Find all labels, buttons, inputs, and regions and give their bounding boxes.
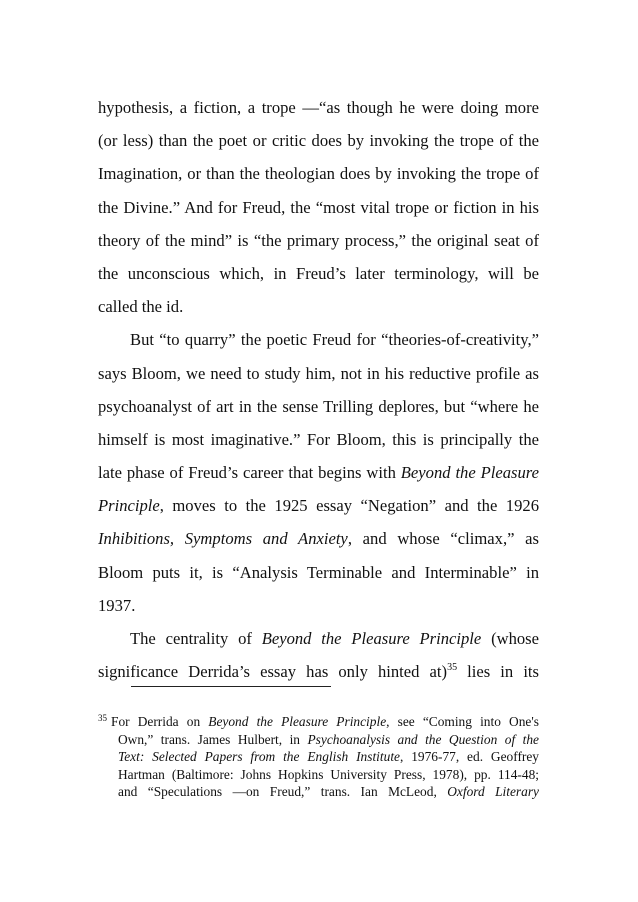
text-line: Imagination, or than the theologian does by invoking the trope of bbox=[98, 164, 539, 184]
text-line: But “to quarry” the poetic Freud for “theories-of-creativity,” bbox=[130, 330, 539, 350]
body-text bbox=[98, 91, 539, 688]
text-span: late phase of Freud’s career that begins with bbox=[98, 463, 401, 483]
text-line: psychoanalyst of art in the sense Trilling deplores, but “where he bbox=[98, 396, 539, 416]
italic-title: Beyond the Pleasure Principle bbox=[208, 714, 387, 729]
text-line: (or less) than the poet or critic does by invoking the trope of the bbox=[98, 131, 539, 151]
text-line: theory of the mind” is “the primary process,” the original seat of bbox=[98, 230, 539, 250]
text-span: , moves to the 1925 essay “Negation” and the 1926 bbox=[159, 496, 539, 516]
text-line: the unconscious which, in Freud’s later terminology, will be bbox=[98, 263, 539, 283]
italic-title: Psychoanalysis and the Question of the bbox=[307, 731, 539, 747]
text-span: and “Speculations —on Freud,” trans. Ian McLeod, bbox=[118, 784, 448, 800]
italic-title: Beyond the Pleasure bbox=[400, 463, 539, 483]
text-span: , see “Coming into One's bbox=[386, 714, 539, 729]
text-span: , 1976-77, ed. Geoffrey bbox=[400, 749, 539, 765]
text-line: 1937. bbox=[98, 595, 136, 615]
italic-title: Inhibitions, Symptoms and Anxiety bbox=[98, 529, 348, 549]
italic-title: Principle bbox=[98, 496, 160, 516]
italic-title: Beyond the Pleasure Principle bbox=[261, 629, 482, 648]
text-line: Bloom puts it, is “Analysis Terminable and Interminable” in bbox=[98, 562, 539, 582]
italic-title: Oxford Literary bbox=[447, 784, 539, 800]
text-line bbox=[98, 655, 539, 688]
text-span: lies in its bbox=[457, 662, 539, 682]
footnote-line bbox=[98, 748, 539, 766]
text-span: The centrality of bbox=[130, 629, 262, 648]
text-line bbox=[98, 489, 539, 522]
text-line: says Bloom, we need to study him, not in his reductive profile as bbox=[98, 363, 539, 383]
italic-title: Text: Selected Papers from the English Institute bbox=[118, 749, 400, 765]
footnote-line bbox=[98, 713, 539, 731]
text-line: hypothesis, a fiction, a trope —“as though he were doing more bbox=[98, 98, 539, 117]
text-line: called the id. bbox=[98, 297, 184, 317]
text-span: (whose bbox=[481, 629, 539, 648]
text-span: , and whose “climax,” as bbox=[347, 529, 539, 549]
text-span: Own,” trans. James Hulbert, in bbox=[118, 731, 308, 747]
text-span: significance Derrida’s essay has only hinted at) bbox=[98, 662, 448, 682]
text-line bbox=[98, 522, 539, 555]
footnote-line bbox=[98, 783, 539, 801]
footnote-separator bbox=[131, 686, 331, 687]
text-line: the Divine.” And for Freud, the “most vital trope or fiction in his bbox=[98, 197, 539, 217]
text-line: himself is most imaginative.” For Bloom, this is principally the bbox=[98, 429, 539, 449]
footnote-line bbox=[98, 731, 539, 749]
footnote-reference[interactable]: 35 bbox=[447, 662, 458, 674]
text-line bbox=[98, 622, 539, 655]
footnote-line: Hartman (Baltimore: Johns Hopkins University Press, 1978), pp. 114-48; bbox=[118, 766, 539, 782]
text-line bbox=[98, 456, 539, 489]
footnote bbox=[98, 713, 539, 801]
text-span: For Derrida on bbox=[111, 714, 209, 729]
footnote-number: 35 bbox=[98, 713, 107, 723]
